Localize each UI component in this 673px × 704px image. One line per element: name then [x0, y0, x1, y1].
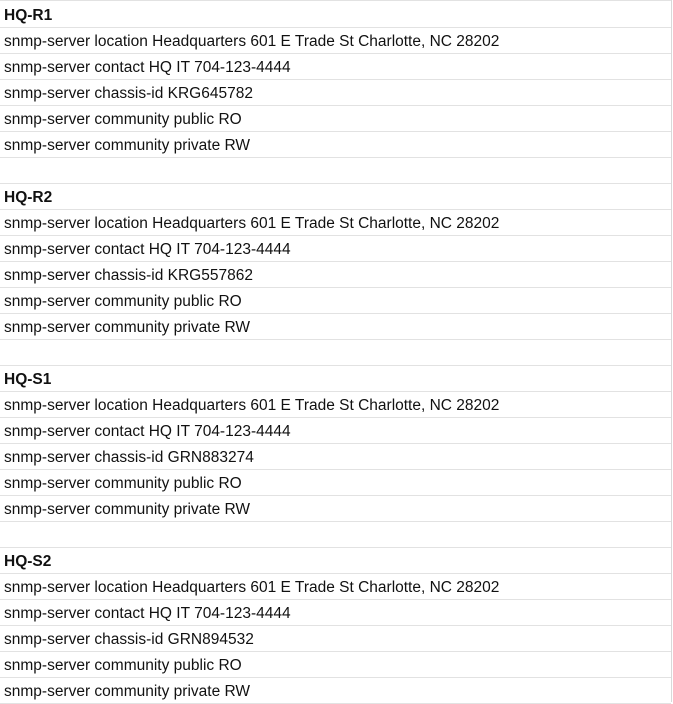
cell-device-header[interactable]: HQ-S1	[0, 366, 671, 392]
cell-snmp-contact[interactable]: snmp-server contact HQ IT 704-123-4444	[0, 54, 671, 80]
cell-snmp-community-private[interactable]: snmp-server community private RW	[0, 496, 671, 522]
cell-snmp-community-public[interactable]: snmp-server community public RO	[0, 652, 671, 678]
cell-snmp-contact[interactable]: snmp-server contact HQ IT 704-123-4444	[0, 600, 671, 626]
cell-snmp-location[interactable]: snmp-server location Headquarters 601 E Trade St Charlotte, NC 28202	[0, 210, 671, 236]
cell-snmp-contact[interactable]: snmp-server contact HQ IT 704-123-4444	[0, 236, 671, 262]
cell-empty[interactable]	[0, 340, 671, 366]
cell-device-header[interactable]: HQ-S2	[0, 548, 671, 574]
cell-snmp-community-private[interactable]: snmp-server community private RW	[0, 314, 671, 340]
cell-snmp-location[interactable]: snmp-server location Headquarters 601 E Trade St Charlotte, NC 28202	[0, 574, 671, 600]
cell-snmp-chassis-id[interactable]: snmp-server chassis-id GRN894532	[0, 626, 671, 652]
cell-snmp-chassis-id[interactable]: snmp-server chassis-id GRN883274	[0, 444, 671, 470]
cell-snmp-chassis-id[interactable]: snmp-server chassis-id KRG557862	[0, 262, 671, 288]
cell-snmp-chassis-id[interactable]: snmp-server chassis-id KRG645782	[0, 80, 671, 106]
cell-empty[interactable]	[0, 522, 671, 548]
cell-device-header[interactable]: HQ-R2	[0, 184, 671, 210]
cell-snmp-community-public[interactable]: snmp-server community public RO	[0, 288, 671, 314]
cell-snmp-contact[interactable]: snmp-server contact HQ IT 704-123-4444	[0, 418, 671, 444]
cell-snmp-community-private[interactable]: snmp-server community private RW	[0, 132, 671, 158]
cell-snmp-community-private[interactable]: snmp-server community private RW	[0, 678, 671, 704]
cell-snmp-location[interactable]: snmp-server location Headquarters 601 E Trade St Charlotte, NC 28202	[0, 392, 671, 418]
cell-snmp-community-public[interactable]: snmp-server community public RO	[0, 470, 671, 496]
cell-empty[interactable]	[0, 158, 671, 184]
cell-device-header[interactable]: HQ-R1	[0, 0, 671, 28]
cell-snmp-community-public[interactable]: snmp-server community public RO	[0, 106, 671, 132]
cell-snmp-location[interactable]: snmp-server location Headquarters 601 E Trade St Charlotte, NC 28202	[0, 28, 671, 54]
